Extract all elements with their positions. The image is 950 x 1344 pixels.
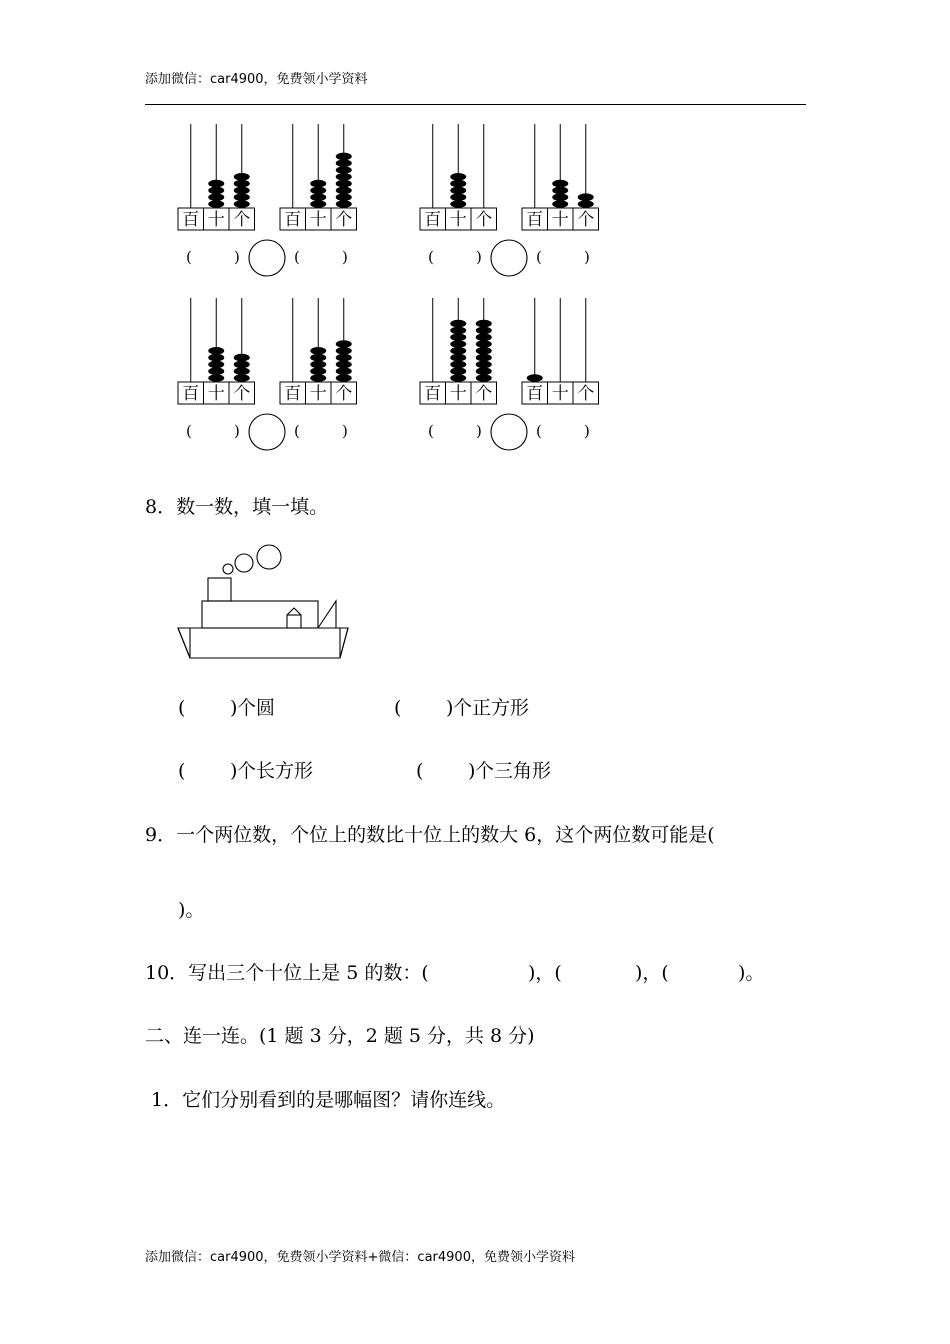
abacus-bead xyxy=(450,374,466,382)
abacus-bead xyxy=(476,340,492,348)
q8-title: 8．数一数，填一填。 xyxy=(145,496,329,518)
sail-triangle-shape xyxy=(318,601,336,628)
abacus-bead xyxy=(234,180,250,188)
abacus-bead xyxy=(552,200,568,208)
abacus-bead xyxy=(336,153,352,161)
abacus-place-label: 个 xyxy=(233,384,251,404)
abacus-place-label: 十 xyxy=(207,384,225,404)
abacus-bead xyxy=(450,340,466,348)
abacus-bead xyxy=(208,374,224,382)
answer-blank-paren: ( xyxy=(536,422,542,440)
answer-blank-paren: ) xyxy=(476,248,482,266)
q8-blank-2-close: ) xyxy=(446,697,454,719)
q8-blank-4-close: ) xyxy=(468,760,476,782)
abacus-bead xyxy=(208,180,224,188)
abacus-bead xyxy=(234,374,250,382)
abacus-place-label: 个 xyxy=(475,384,493,404)
abacus-place-label: 十 xyxy=(309,384,327,404)
abacus-place-label: 百 xyxy=(182,210,200,230)
answer-blank-paren: ) xyxy=(234,248,240,266)
abacus-bead xyxy=(336,159,352,167)
answer-blank-paren: ( xyxy=(294,422,300,440)
answer-blank-paren: ( xyxy=(294,248,300,266)
large-circle-shape xyxy=(257,545,281,569)
abacus-bead xyxy=(208,354,224,362)
q8-rectangle-label: 个长方形 xyxy=(237,760,314,782)
hull-shape xyxy=(178,628,348,658)
abacus-bead xyxy=(450,173,466,181)
q9-line1: 9．一个两位数，个位上的数比十位上的数大 6，这个两位数可能是( xyxy=(145,824,715,846)
abacus-bead xyxy=(552,180,568,188)
abacus-bead xyxy=(208,367,224,375)
abacus-bead xyxy=(208,347,224,355)
abacus-place-label: 百 xyxy=(284,384,302,404)
abacus-bead xyxy=(208,193,224,201)
q10-separator-2: )，( xyxy=(635,962,669,984)
abacus-bead xyxy=(450,187,466,195)
abacus-place-label: 百 xyxy=(424,210,442,230)
abacus-bead xyxy=(476,361,492,369)
abacus-bead xyxy=(336,200,352,208)
section2-q1: 1．它们分别看到的是哪幅图？请你连线。 xyxy=(145,1089,506,1111)
abacus-bead xyxy=(450,180,466,188)
abacus-place-label: 十 xyxy=(449,384,467,404)
abacus-bead xyxy=(450,333,466,341)
abacus-place-label: 百 xyxy=(526,210,544,230)
abacus-diagrams xyxy=(0,0,950,470)
answer-blank-paren: ) xyxy=(342,248,348,266)
abacus-bead xyxy=(450,327,466,335)
abacus-bead xyxy=(476,367,492,375)
answer-blank-paren: ( xyxy=(428,422,434,440)
q8-blank-4-open: ( xyxy=(416,760,424,782)
compare-circle xyxy=(491,414,527,450)
chimney-square-shape xyxy=(208,578,231,601)
answer-blank-paren: ( xyxy=(186,422,192,440)
abacus-bead xyxy=(476,354,492,362)
abacus-bead xyxy=(578,193,594,201)
abacus-place-label: 十 xyxy=(551,210,569,230)
abacus-place-label: 百 xyxy=(182,384,200,404)
abacus-place-label: 百 xyxy=(526,384,544,404)
answer-blank-paren: ) xyxy=(584,248,590,266)
abacus-bead xyxy=(450,354,466,362)
abacus-bead xyxy=(450,361,466,369)
small-circle-shape xyxy=(223,564,233,574)
abacus-place-label: 百 xyxy=(424,384,442,404)
abacus-bead xyxy=(310,361,326,369)
abacus-bead xyxy=(450,367,466,375)
abacus-bead xyxy=(310,354,326,362)
abacus-bead xyxy=(208,187,224,195)
abacus-bead xyxy=(336,367,352,375)
page-footer: 添加微信：car4900，免费领小学资料+微信：car4900，免费领小学资料 xyxy=(145,1250,575,1265)
abacus-bead xyxy=(476,347,492,355)
abacus-bead xyxy=(234,173,250,181)
abacus-bead xyxy=(310,180,326,188)
abacus-bead xyxy=(336,180,352,188)
abacus-bead xyxy=(310,374,326,382)
abacus-place-label: 个 xyxy=(475,210,493,230)
abacus-bead xyxy=(336,361,352,369)
abacus-place-label: 百 xyxy=(284,210,302,230)
abacus-place-label: 十 xyxy=(551,384,569,404)
q8-triangle-label: 个三角形 xyxy=(475,760,552,782)
abacus-bead xyxy=(336,166,352,174)
house-shape xyxy=(287,608,301,628)
abacus-bead xyxy=(310,193,326,201)
abacus-bead xyxy=(336,347,352,355)
abacus-bead xyxy=(208,200,224,208)
abacus-bead xyxy=(208,361,224,369)
q10-separator-1: )，( xyxy=(528,962,562,984)
abacus-bead xyxy=(476,333,492,341)
medium-circle-shape xyxy=(235,554,253,572)
answer-blank-paren: ( xyxy=(428,248,434,266)
abacus-bead xyxy=(450,193,466,201)
abacus-bead xyxy=(234,354,250,362)
answer-blank-paren: ) xyxy=(584,422,590,440)
abacus-bead xyxy=(234,193,250,201)
abacus-bead xyxy=(310,200,326,208)
abacus-bead xyxy=(336,187,352,195)
answer-blank-paren: ( xyxy=(186,248,192,266)
q8-blank-2-open: ( xyxy=(394,697,402,719)
abacus-bead xyxy=(476,374,492,382)
q8-blank-3-open: ( xyxy=(178,760,186,782)
abacus-place-label: 十 xyxy=(207,210,225,230)
abacus-bead xyxy=(234,367,250,375)
page-header: 添加微信：car4900，免费领小学资料 xyxy=(145,72,368,87)
answer-blank-paren: ) xyxy=(342,422,348,440)
abacus-place-label: 十 xyxy=(309,210,327,230)
abacus-bead xyxy=(552,193,568,201)
q8-blank-1-open: ( xyxy=(178,697,186,719)
abacus-place-label: 个 xyxy=(577,210,595,230)
abacus-bead xyxy=(450,200,466,208)
abacus-bead xyxy=(310,367,326,375)
q8-blank-3-close: ) xyxy=(230,760,238,782)
abacus-bead xyxy=(450,347,466,355)
abacus-bead xyxy=(234,200,250,208)
q9-line2: )。 xyxy=(178,899,205,921)
section2-title: 二、连一连。(1 题 3 分，2 题 5 分，共 8 分) xyxy=(145,1025,535,1047)
abacus-bead xyxy=(527,374,543,382)
abacus-bead xyxy=(234,361,250,369)
q10-end: )。 xyxy=(738,962,765,984)
abacus-bead xyxy=(234,187,250,195)
abacus-bead xyxy=(578,200,594,208)
abacus-bead xyxy=(450,320,466,328)
abacus-place-label: 十 xyxy=(449,210,467,230)
compare-circle xyxy=(249,414,285,450)
compare-circle xyxy=(491,240,527,276)
abacus-bead xyxy=(310,187,326,195)
abacus-place-label: 个 xyxy=(577,384,595,404)
abacus-bead xyxy=(336,193,352,201)
abacus-bead xyxy=(310,347,326,355)
q8-square-label: 个正方形 xyxy=(453,697,530,719)
abacus-bead xyxy=(336,340,352,348)
answer-blank-paren: ( xyxy=(536,248,542,266)
q8-circle-label: 个圆 xyxy=(237,697,276,719)
abacus-place-label: 个 xyxy=(335,210,353,230)
answer-blank-paren: ) xyxy=(234,422,240,440)
abacus-bead xyxy=(476,320,492,328)
compare-circle xyxy=(249,240,285,276)
abacus-bead xyxy=(336,354,352,362)
abacus-bead xyxy=(476,327,492,335)
q10-lead: 10．写出三个十位上是 5 的数：( xyxy=(145,962,429,984)
cabin-rectangle-shape xyxy=(202,601,318,628)
q8-blank-1-close: ) xyxy=(230,697,238,719)
abacus-bead xyxy=(552,187,568,195)
answer-blank-paren: ) xyxy=(476,422,482,440)
abacus-place-label: 个 xyxy=(233,210,251,230)
abacus-bead xyxy=(336,173,352,181)
abacus-bead xyxy=(336,374,352,382)
abacus-place-label: 个 xyxy=(335,384,353,404)
